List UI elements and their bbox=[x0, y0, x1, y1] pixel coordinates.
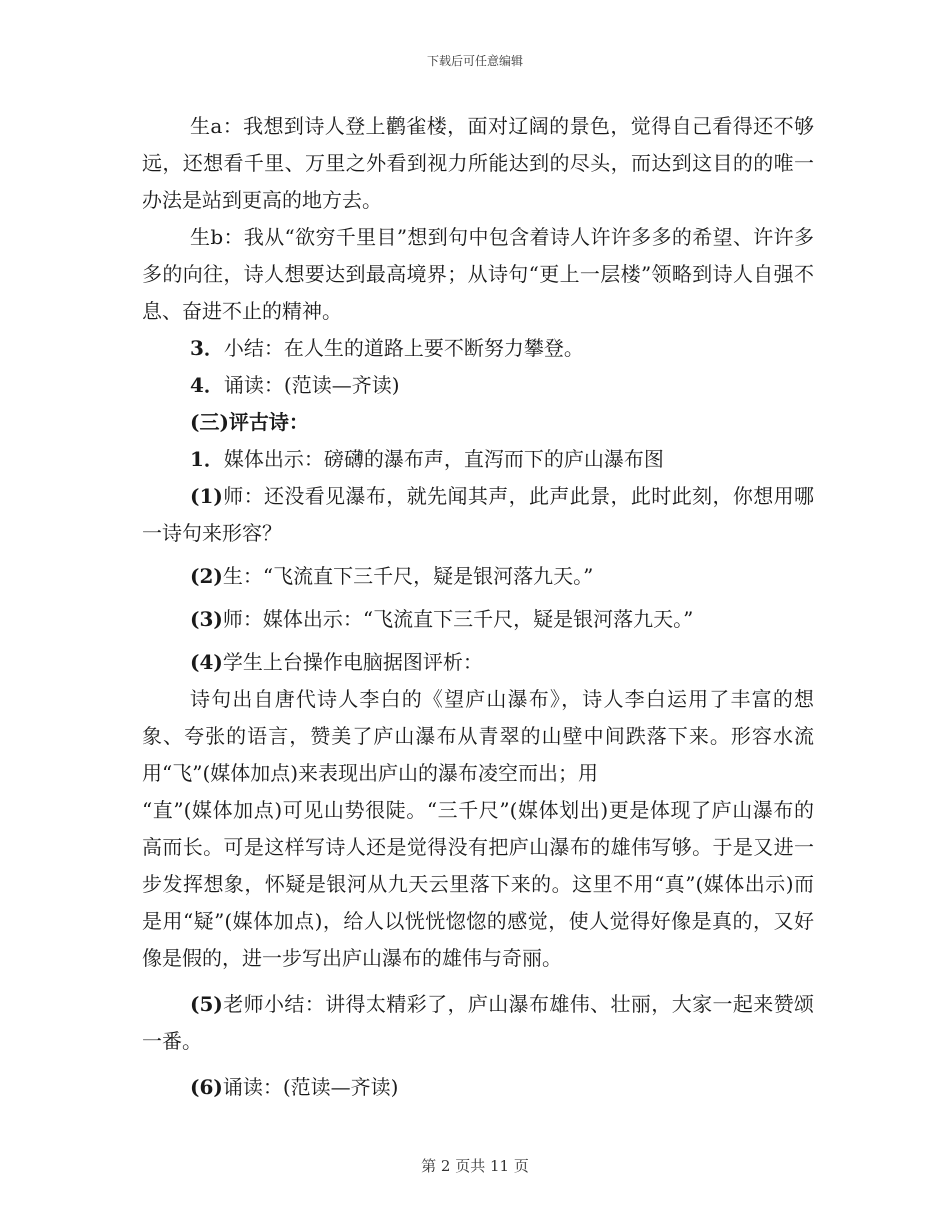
item-text: 诵读：(范读—齐读) bbox=[223, 373, 400, 397]
item-text: 生：“飞流直下三千尺，疑是银河落九天。” bbox=[222, 564, 594, 588]
paragraph-student-b: 生b：我从“欲穷千里目”想到句中包含着诗人许许多多的希望、许许多多的向往，诗人想要达到最高境界；从诗句“更上一层楼”领略到诗人自强不息、奋进不止的精神。 bbox=[142, 225, 814, 323]
section-heading: (三)评古诗： bbox=[190, 410, 309, 434]
paragraph-summary bbox=[142, 330, 814, 367]
paragraph-final-recitation bbox=[142, 1069, 814, 1106]
paragraph-teacher-question bbox=[142, 478, 814, 552]
paragraph-teacher-summary bbox=[142, 986, 814, 1060]
paragraph-student-answer bbox=[142, 558, 814, 595]
item-text: 师：还没看见瀑布，就先闻其声，此声此景，此时此刻，你想用哪一诗句来形容？ bbox=[142, 484, 814, 545]
item-number: (4) bbox=[190, 650, 223, 674]
item-number: 1． bbox=[190, 447, 224, 471]
paragraph-student-a: 生a：我想到诗人登上鹳雀楼，面对辽阔的景色，觉得自己看得还不够远，还想看千里、万里之外看到视力所能达到的尽头，而达到这目的的唯一办法是站到更高的地方去。 bbox=[142, 114, 814, 212]
item-text: 老师小结：讲得太精彩了，庐山瀑布雄伟、壮丽，大家一起来赞颂一番。 bbox=[142, 992, 814, 1053]
item-text: 媒体出示：磅礴的瀑布声，直泻而下的庐山瀑布图 bbox=[223, 447, 664, 471]
item-number: (5) bbox=[190, 992, 223, 1016]
item-number: 3． bbox=[190, 336, 224, 360]
document-body bbox=[142, 108, 814, 1106]
item-text: 师：媒体出示：“飞流直下三千尺，疑是银河落九天。” bbox=[222, 607, 694, 631]
paragraph-media-display bbox=[142, 441, 814, 478]
paragraph-analysis-part-1: 诗句出自唐代诗人李白的《望庐山瀑布》，诗人李白运用了丰富的想象、夸张的语言，赞美了庐山瀑布从青翠的山壁中间跌落下来。形容水流用“飞”(媒体加点)来表现出庐山的瀑布凌空而出；用 bbox=[142, 687, 814, 785]
page-footer: 第 2 页共 11 页 bbox=[421, 1157, 529, 1175]
item-number: (3) bbox=[190, 607, 223, 631]
item-number: (2) bbox=[190, 564, 223, 588]
item-text: 诵读：(范读—齐读) bbox=[222, 1075, 399, 1099]
item-text: 学生上台操作电脑据图评析： bbox=[222, 650, 483, 674]
paragraph-teacher-media bbox=[142, 601, 814, 638]
paragraph-student-analysis bbox=[142, 644, 814, 681]
item-number: (6) bbox=[190, 1075, 223, 1099]
item-number: (1) bbox=[190, 484, 223, 508]
paragraph-recitation bbox=[142, 367, 814, 404]
page-header: 下载后可任意编辑 bbox=[426, 54, 523, 68]
paragraph-analysis-part-2: “直”(媒体加点)可见山势很陡。“三千尺”(媒体划出)更是体现了庐山瀑布的高而长。可是这样写诗人还是觉得没有把庐山瀑布的雄伟写够。于是又进一步发挥想象，怀疑是银河从九天云里落下来的。这里不用“真”(媒体出示)而是用“疑”(媒体加点)，给人以恍恍惚惚的感觉，使人觉得好像是真的，又好像是假的，进一步写出庐山瀑布的雄伟与奇丽。 bbox=[142, 798, 814, 970]
item-number: 4． bbox=[190, 373, 224, 397]
item-text: 小结：在人生的道路上要不断努力攀登。 bbox=[223, 336, 584, 360]
